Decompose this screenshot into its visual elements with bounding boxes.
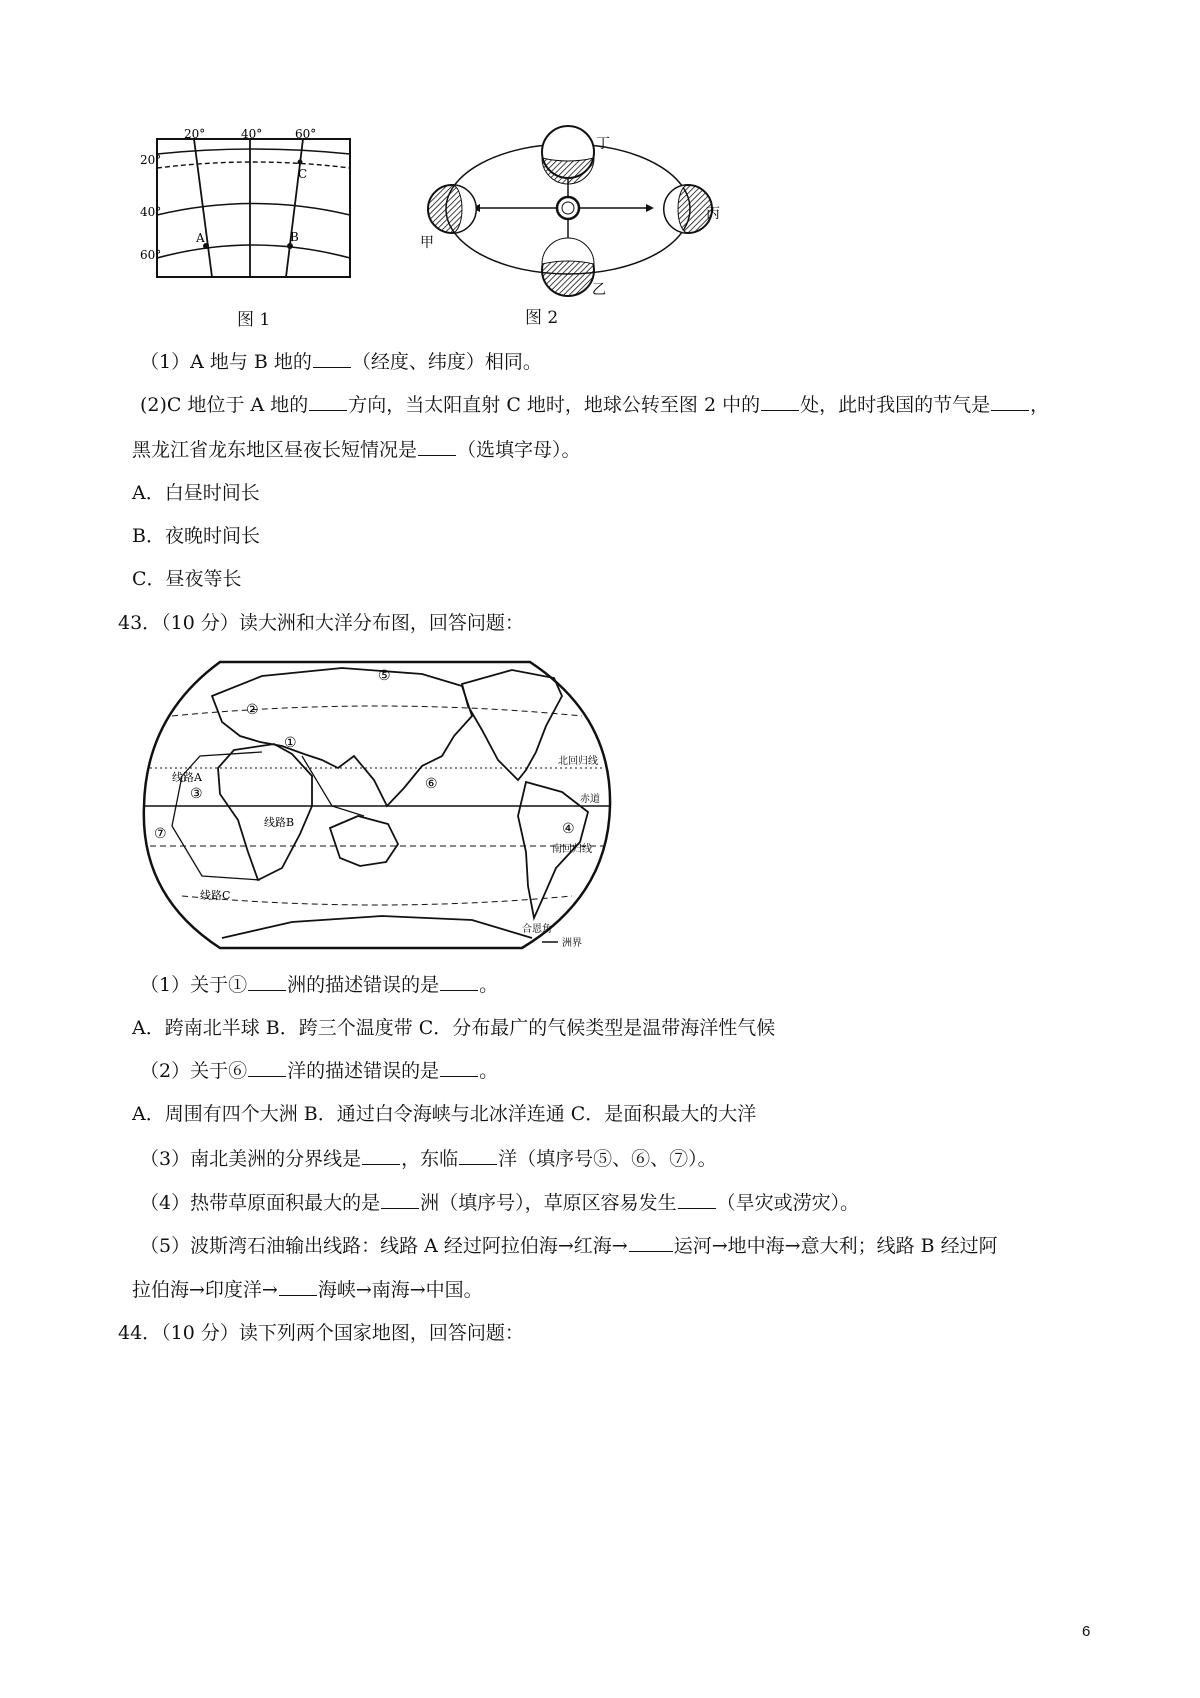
cape-horn-label: 合恩角 [522, 924, 552, 935]
lon-label: 40° [241, 127, 263, 141]
q43-p3-c: 洋（填序号⑤、⑥、⑦）。 [498, 1148, 717, 1170]
page-number: 6 [1082, 1623, 1091, 1640]
figure-1-caption: 图 1 [237, 310, 271, 330]
q43-p3-a: （3）南北美洲的分界线是 [140, 1148, 362, 1170]
earth-yi [542, 238, 594, 296]
q43-p1-b: 洲的描述错误的是 [287, 974, 440, 996]
point-c-label: C [298, 167, 308, 181]
answer-blank[interactable] [418, 437, 456, 456]
q43-part5 [140, 1233, 998, 1259]
q43-p3-b: ，东临 [401, 1148, 459, 1170]
q42-option-c: C．昼夜等长 [132, 568, 242, 590]
legend-boundary-label: 洲界 [562, 938, 582, 949]
label-ding: 丁 [596, 136, 610, 152]
q42-part2-cont [132, 437, 581, 463]
q42-part1 [140, 349, 542, 375]
q43-p2-c: 。 [479, 1060, 499, 1082]
answer-blank[interactable] [459, 1146, 497, 1165]
north-america-outline [462, 670, 562, 780]
lat-label: 20° [140, 153, 162, 167]
q42-p2-b: 方向，当太阳直射 C 地时，地球公转至图 2 中的 [348, 394, 761, 416]
route-b-label: 线路B [264, 816, 295, 829]
q42-p2-a: (2)C 地位于 A 地的 [140, 394, 309, 416]
label-7: ⑦ [154, 826, 167, 842]
q43-p5-b: 运河→地中海→意大利；线路 B 经过阿 [673, 1235, 998, 1257]
label-bing: 丙 [706, 206, 720, 222]
q43-part3 [140, 1146, 717, 1172]
q43-part4 [140, 1190, 859, 1216]
earth-bing [664, 185, 712, 233]
answer-blank[interactable] [248, 972, 286, 991]
answer-blank[interactable] [629, 1233, 673, 1252]
q42-part2 [140, 392, 1049, 418]
q42-p2-f: （选填字母）。 [457, 439, 581, 461]
q43-part2-options: A．周围有四个大洲 B．通过白令海峡与北冰洋连通 C．是面积最大的大洋 [132, 1103, 757, 1125]
label-yi: 乙 [592, 282, 606, 298]
lat-label: 60° [140, 248, 162, 262]
answer-blank[interactable] [248, 1058, 286, 1077]
answer-blank[interactable] [381, 1190, 419, 1209]
label-4: ④ [562, 821, 575, 837]
label-1: ① [284, 735, 297, 751]
q42-p2-d: ， [1030, 394, 1050, 416]
answer-blank[interactable] [309, 392, 347, 411]
q43-title: 43．（10 分）读大洲和大洋分布图，回答问题： [118, 612, 524, 634]
q42-p1-b: （经度、纬度）相同。 [351, 351, 542, 373]
point-c [298, 160, 303, 165]
q42-p2-e: 黑龙江省龙东地区昼夜长短情况是 [132, 439, 418, 461]
q43-p2-b: 洋的描述错误的是 [287, 1060, 440, 1082]
lon-label: 20° [184, 127, 206, 141]
label-2: ② [246, 702, 259, 718]
q42-option-b: B．夜晚时间长 [132, 525, 260, 547]
point-b-label: B [290, 230, 299, 244]
lat-label: 40° [140, 205, 162, 219]
label-5: ⑤ [378, 668, 391, 684]
label-jia: 甲 [420, 235, 434, 251]
q43-part1 [140, 972, 498, 998]
q43-p1-a: （1）关于① [140, 974, 248, 996]
q43-part2 [140, 1058, 498, 1084]
route-c-label: 线路C [200, 889, 231, 902]
q43-p2-a: （2）关于⑥ [140, 1060, 248, 1082]
earth-ding [542, 126, 594, 184]
q42-option-a: A．白昼时间长 [132, 482, 260, 504]
equator-label: 赤道 [580, 794, 600, 805]
label-6: ⑥ [425, 776, 438, 792]
point-a-label: A [196, 231, 205, 245]
q43-p1-c: 。 [479, 974, 499, 996]
answer-blank[interactable] [440, 972, 478, 991]
q43-part5-cont [132, 1277, 483, 1303]
lon-label: 60° [295, 127, 317, 141]
earth-jia [428, 185, 476, 233]
q44-title: 44．（10 分）读下列两个国家地图，回答问题： [118, 1322, 524, 1344]
answer-blank[interactable] [440, 1058, 478, 1077]
answer-blank[interactable] [991, 392, 1029, 411]
q43-p4-c: （旱灾或涝灾）。 [716, 1192, 860, 1214]
answer-blank[interactable] [362, 1146, 400, 1165]
q43-part1-options: A．跨南北半球 B．跨三个温度带 C．分布最广的气候类型是温带海洋性气候 [132, 1017, 776, 1039]
q43-p5-a: （5）波斯湾石油输出线路：线路 A 经过阿拉伯海→红海→ [140, 1235, 628, 1257]
answer-blank[interactable] [313, 349, 351, 368]
q43-p4-b: 洲（填序号），草原区容易发生 [420, 1192, 677, 1214]
q43-p4-a: （4）热带草原面积最大的是 [140, 1192, 381, 1214]
answer-blank[interactable] [279, 1277, 317, 1296]
africa-outline [218, 744, 312, 880]
q42-p1-a: （1）A 地与 B 地的 [140, 351, 312, 373]
answer-blank[interactable] [761, 392, 799, 411]
antarctica-outline [222, 916, 532, 938]
world-map [142, 656, 622, 956]
tropic-south-label: 南回归线 [552, 844, 592, 855]
label-3: ③ [190, 786, 203, 802]
route-a-label: 线路A [172, 771, 202, 784]
answer-blank[interactable] [678, 1190, 716, 1209]
q42-p2-c: 处，此时我国的节气是 [800, 394, 991, 416]
q43-p5-d: 海峡→南海→中国。 [317, 1279, 483, 1301]
australia-outline [330, 816, 398, 866]
figure-1-grid-map [140, 128, 370, 288]
figure-2-orbit-diagram [418, 112, 718, 302]
tropic-north-label: 北回归线 [558, 756, 598, 767]
q43-p5-c: 拉伯海→印度洋→ [132, 1279, 278, 1301]
figure-2-caption: 图 2 [525, 308, 559, 328]
